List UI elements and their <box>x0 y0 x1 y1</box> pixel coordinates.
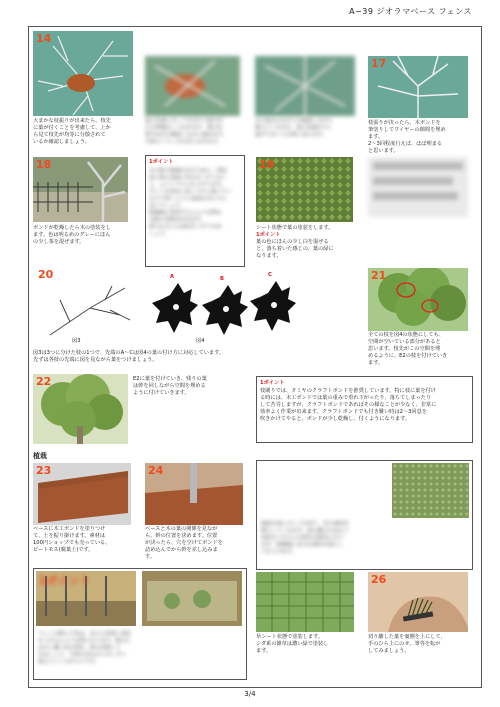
photo-step-26 <box>368 572 468 632</box>
text-line: 吹きかけてやると、ボンドが少し乾燥し、付くようになります。 <box>260 416 411 422</box>
text-line: 葉の色にほんの少し白を混ぜる <box>256 239 329 245</box>
text-line: ように付けていきます。 <box>133 390 190 396</box>
step-number-22: 22 <box>36 375 52 388</box>
point-box-1 <box>145 155 245 267</box>
photo-step-17 <box>368 56 468 118</box>
page-header-title: A−39 ジオラマベース フェンス <box>349 7 472 16</box>
photo-step-25b <box>256 572 354 632</box>
text-line: しょう。 <box>149 231 170 237</box>
text-line: 枝刷りでは、タミヤのクラフトボンドを推奨しています。特に枝に葉を付け <box>260 388 436 394</box>
diagram-label-a: A <box>170 274 175 280</box>
step-18-text <box>33 225 133 246</box>
point-box-4 <box>33 568 247 680</box>
text-line: ます。 <box>368 360 384 366</box>
text-line: 前に幹の表面に凹凸をつけておく <box>149 175 227 181</box>
point-4-text-blurred <box>38 631 243 666</box>
photo-step-23 <box>33 463 131 525</box>
text-line: ける準備をしておきます。葉の位 <box>145 125 223 131</box>
text-line: 整えていきます。枝の先端を少し <box>255 125 333 131</box>
text-line: が決ったら、穴を空けてボンドを <box>145 540 223 546</box>
figure-3-label: 図3 <box>72 338 81 344</box>
diagram-label-c: C <box>268 272 272 278</box>
photo-step-21 <box>368 268 468 331</box>
text-line: をつけるとより自然になります。根元に <box>38 638 131 644</box>
photo-step-17b-blurred <box>368 157 468 217</box>
text-line: E2に葉を付けていき、残りの葉 <box>133 376 207 382</box>
text-line: は少し濃い色を置き、影を表現して <box>38 645 121 651</box>
photo-step-18 <box>33 157 128 222</box>
step-26-text <box>368 634 473 655</box>
section-heading-planting: 植栽 <box>33 452 47 460</box>
text-line: 全ての枝を図4の状態にしても、 <box>368 332 444 338</box>
text-line: 植えていくのがコツです。 <box>38 659 100 665</box>
text-line: フェンス際の下草は、長さと密度に変化 <box>38 631 131 637</box>
step-17-text <box>368 120 473 155</box>
step-number-17: 17 <box>371 57 387 70</box>
step-20-text <box>33 350 363 364</box>
step-number-blurred: 1ポイント <box>39 574 91 587</box>
text-line: 図3は3つに分けた枝の1つで、先端のA～Cは図4の葉の付け方に対応しています。 <box>33 350 225 356</box>
fence-photo-2 <box>142 571 242 626</box>
photo-step-15-blurred <box>145 56 240 116</box>
figure-3-branch-diagram <box>40 280 140 340</box>
text-line: いるか確認しましょう。 <box>33 139 91 145</box>
text-line: 木肌の雰囲気が出ます。 <box>149 217 206 223</box>
step-21-text <box>368 332 473 367</box>
text-line: 散らしていきます。緑の濃さを変えて <box>261 528 349 534</box>
step-16-text-blurred <box>255 118 355 139</box>
step-14-text <box>33 118 138 146</box>
point-box-3-blurred <box>256 460 473 570</box>
step-number-20: 20 <box>38 268 54 281</box>
text-line: ます。 <box>368 134 384 140</box>
text-line: ピートモス(腐葉土)です。 <box>33 547 94 553</box>
step-number-23: 23 <box>36 464 52 477</box>
text-line: す。 <box>145 554 155 560</box>
step-25-text-blurred <box>261 521 466 556</box>
text-line: て、土を振り掛けます。素材は <box>33 533 106 539</box>
text-line: 枝張りが決ったら、木ボンドを <box>368 120 441 126</box>
text-line: ら見て枝先が均等に分散されて <box>33 132 106 138</box>
text-line: 詰め込んでから幹を差し込みま <box>145 547 218 553</box>
text-line: ら、幹の位置を決めます。位置 <box>145 533 218 539</box>
text-line: ます。 <box>256 648 272 654</box>
text-line: みましょう。全体を見ながら少しずつ <box>38 652 127 658</box>
text-line: ます。乾燥後に余分な素材を落とし <box>261 542 344 548</box>
text-line: ベースに木工ボンドを塗りつけ <box>33 526 106 532</box>
grass-sheet-illustration <box>256 572 354 632</box>
text-line: は幹を回しながら空間を埋める <box>133 383 206 389</box>
text-line: 空間が空いている部分があると <box>368 339 441 345</box>
text-line: 先ずは各枝の先端に図を見ながら葉をつけましょう。 <box>33 357 158 363</box>
text-line: て仕上げます。 <box>261 549 297 555</box>
text-line: に葉が付くことを考慮して、上か <box>33 125 111 131</box>
text-line: 効率よく作業が出来ます。クラフトボンドでも付き難い時は2～3回息を <box>260 409 427 415</box>
photo-step-24 <box>145 463 243 525</box>
text-line: と思います。 <box>368 148 399 154</box>
photo-step-19 <box>256 157 353 222</box>
figure-4-leaf-diagram <box>148 275 298 343</box>
photo-step-22 <box>33 374 128 444</box>
step-25b-text <box>256 634 361 655</box>
text-line: 草シート状態で塗装します。 <box>256 634 324 640</box>
point-title: 1ポイント <box>260 380 285 386</box>
diagram-label-b: B <box>220 276 224 282</box>
text-line: と、落ち着いた感じの、葉の緑に <box>256 246 334 252</box>
text-line: 良いでしょう。 <box>149 203 186 209</box>
text-line: ます。色は明るめのグレーにほん <box>33 232 111 238</box>
text-line: 切り離した葉を裏側を上にして、 <box>368 634 446 640</box>
text-line: してみましょう。 <box>368 648 410 654</box>
step-number-26: 26 <box>371 573 387 586</box>
text-line: などで叩くように表面を荒らすと <box>149 196 227 202</box>
text-line: 木の枝先の広がりを確認しながら <box>255 118 333 124</box>
page-number: 3/4 <box>244 690 256 698</box>
point-2-text <box>260 388 470 423</box>
text-line: なります。 <box>256 253 282 259</box>
text-line: 枝の先端にボンドを付けて葉を付 <box>145 118 223 124</box>
step-15-text-blurred <box>145 118 245 146</box>
step-24-text <box>145 526 245 561</box>
text-line: して苦労しますが、クラフトボンドであればその様なことが少なく、非常に <box>260 402 437 408</box>
step-19-text <box>256 225 361 260</box>
point-title: 1ポイント <box>256 232 281 238</box>
step-number-19: 19 <box>259 158 275 171</box>
text-line: の少し茶を混ぜます。 <box>33 239 85 245</box>
text-line: 変化をつけると自然な雰囲気になり <box>261 535 345 541</box>
photo-step-14 <box>33 31 133 116</box>
text-line: 幹の太さにも変化をつけてみま <box>149 224 222 230</box>
text-line: 全体のバランスを見ておきます。 <box>145 139 223 145</box>
text-line: 思います。枝先がこの空間を埋 <box>368 346 441 352</box>
text-line: シート状態で葉の塗装をします。 <box>256 225 334 231</box>
step-number-14: 14 <box>36 32 52 45</box>
text-line: シダ系の雑草は濃い緑で塗装し <box>256 641 329 647</box>
step-23-text <box>33 526 133 554</box>
text-line: めるように、E2の枝を付けていき <box>368 353 448 359</box>
fence-photo-1 <box>36 571 136 626</box>
text-line: 100円ショップでも売っている、 <box>33 540 111 546</box>
point-1-text-blurred <box>149 168 241 238</box>
text-line: 置や向きを確認しながら進めます。 <box>145 132 228 138</box>
text-line: 木の幹の質感を出すために、塗装 <box>149 168 227 174</box>
text-line: ボンドが乾燥したら木の塗装をし <box>33 225 111 231</box>
text-line: と、よりリアルに仕上がります。 <box>149 182 227 188</box>
text-line: 地面全体にボンドを塗り、草の素材を <box>261 521 350 527</box>
step-22-text <box>133 376 243 397</box>
step-number-18: 18 <box>36 158 52 171</box>
point-box-2 <box>256 376 473 443</box>
step-number-24: 24 <box>148 464 164 477</box>
grass-photo <box>392 463 469 518</box>
text-line: る時には、木工ボンドでは葉の重みで垂れ下がったり、落ちてしまったり <box>260 395 432 401</box>
text-line: 大まかな枝振りが出来たら、枝先 <box>33 118 111 124</box>
text-line: 筆塗りしてワイヤーの隙間を埋め <box>368 127 446 133</box>
text-line: 乾燥後に塗装するとより自然な <box>149 210 222 216</box>
photo-step-15b-blurred <box>255 56 355 116</box>
point-title: 1ポイント <box>149 159 174 165</box>
step-number-21: 21 <box>371 269 387 282</box>
text-line: 手のひら上にのせ、筆等を転が <box>368 641 441 647</box>
text-line: ボンドを厚めに塗ってから歯ブラシ <box>149 189 233 195</box>
text-line: ベースと木の葉の関係を見なが <box>145 526 218 532</box>
figure-4-label: 図4 <box>196 338 205 344</box>
text-line: 曲げておくと自然に見えます。 <box>255 132 328 138</box>
text-line: 2～3回程度行えば、ほぼ埋まる <box>368 141 443 147</box>
